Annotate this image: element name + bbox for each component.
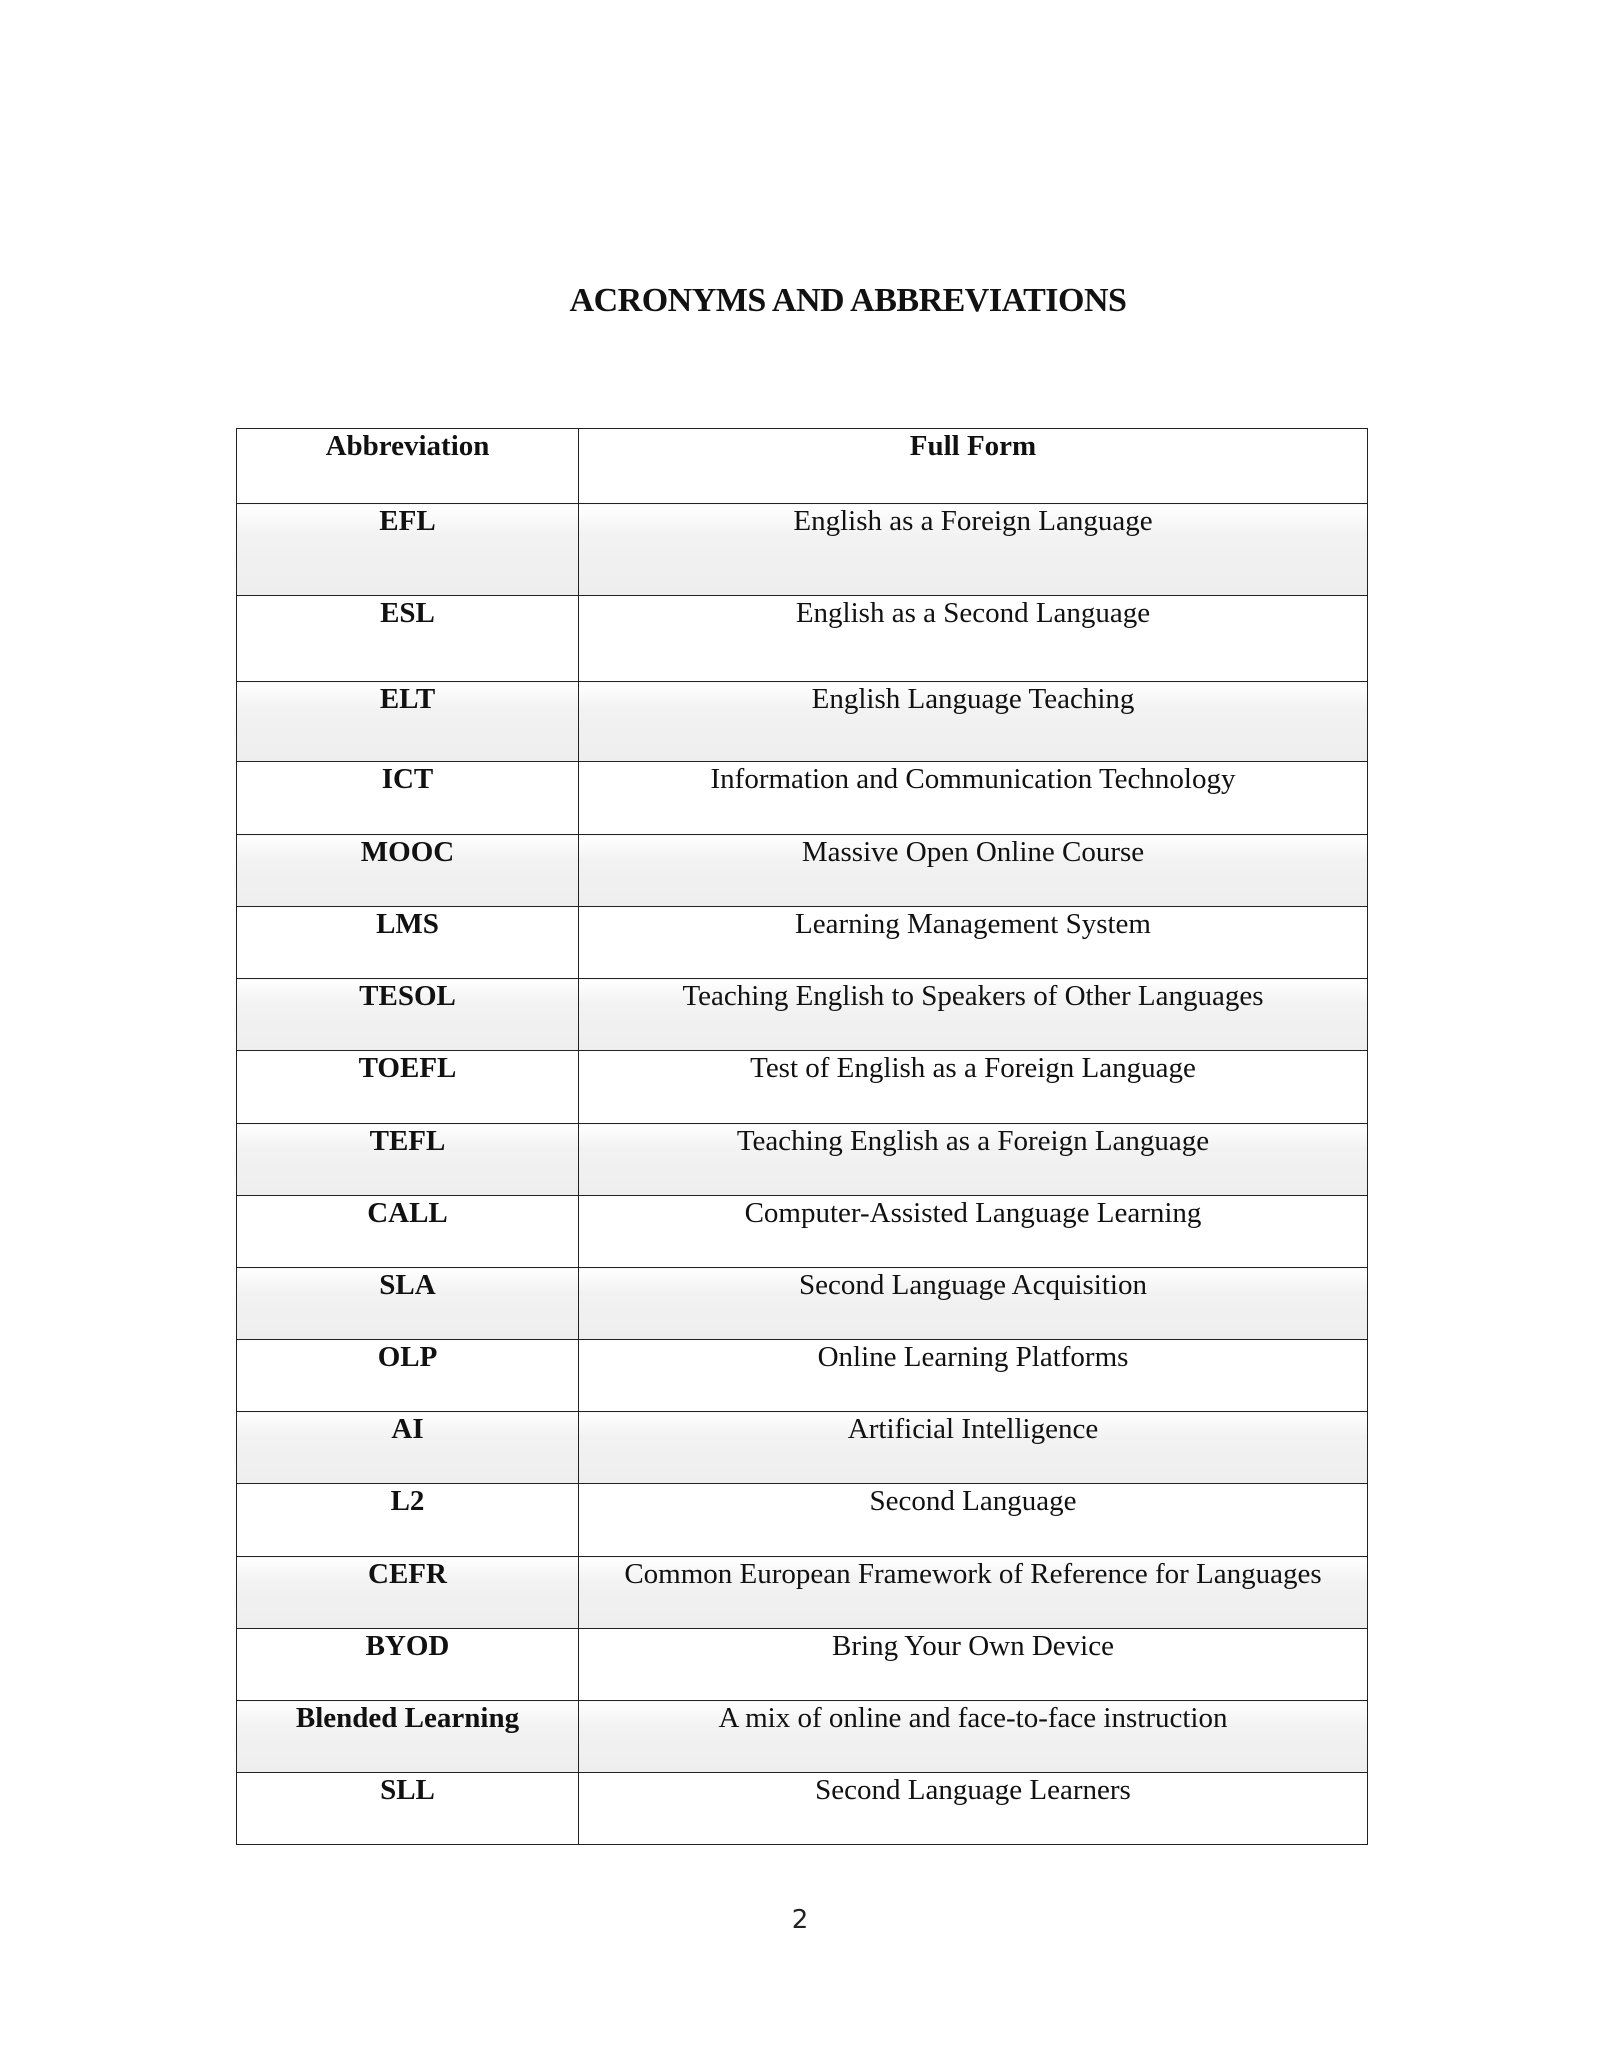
abbreviation-cell: AI <box>237 1412 579 1484</box>
table-row <box>237 596 1368 682</box>
full-form-cell: Second Language <box>579 1484 1368 1557</box>
full-form-cell: English Language Teaching <box>579 682 1368 762</box>
table-row <box>237 979 1368 1051</box>
full-form-cell: Common European Framework of Reference for Languages <box>579 1557 1368 1629</box>
abbreviation-cell: Blended Learning <box>237 1701 579 1773</box>
table-row <box>237 1629 1368 1701</box>
full-form-cell: Second Language Acquisition <box>579 1268 1368 1340</box>
acronyms-table-container <box>236 428 1367 1845</box>
abbreviation-cell: EFL <box>237 504 579 596</box>
table-row <box>237 504 1368 596</box>
abbreviation-cell: TOEFL <box>237 1051 579 1124</box>
abbreviation-cell: ICT <box>237 762 579 835</box>
abbreviation-cell: BYOD <box>237 1629 579 1701</box>
full-form-cell: Test of English as a Foreign Language <box>579 1051 1368 1124</box>
table-row <box>237 1196 1368 1268</box>
table-row <box>237 682 1368 762</box>
full-form-cell: Teaching English as a Foreign Language <box>579 1124 1368 1196</box>
abbreviation-cell: L2 <box>237 1484 579 1557</box>
abbreviation-cell: TESOL <box>237 979 579 1051</box>
full-form-cell: Teaching English to Speakers of Other Languages <box>579 979 1368 1051</box>
full-form-cell: Bring Your Own Device <box>579 1629 1368 1701</box>
table-row <box>237 1557 1368 1629</box>
table-header-row <box>237 429 1368 504</box>
abbreviation-cell: MOOC <box>237 835 579 907</box>
full-form-cell: A mix of online and face-to-face instruction <box>579 1701 1368 1773</box>
abbreviation-cell: CEFR <box>237 1557 579 1629</box>
table-row <box>237 1340 1368 1412</box>
full-form-cell: Online Learning Platforms <box>579 1340 1368 1412</box>
table-row <box>237 907 1368 979</box>
full-form-cell: English as a Foreign Language <box>579 504 1368 596</box>
full-form-cell: Second Language Learners <box>579 1773 1368 1845</box>
abbreviation-cell: ELT <box>237 682 579 762</box>
table-row <box>237 1484 1368 1557</box>
table-row <box>237 1051 1368 1124</box>
page-number: 2 <box>791 1905 809 1935</box>
table-row <box>237 762 1368 835</box>
full-form-cell: English as a Second Language <box>579 596 1368 682</box>
abbreviation-cell: LMS <box>237 907 579 979</box>
column-header-abbreviation: Abbreviation <box>237 429 579 504</box>
full-form-cell: Information and Communication Technology <box>579 762 1368 835</box>
full-form-cell: Learning Management System <box>579 907 1368 979</box>
table-row <box>237 1124 1368 1196</box>
table-row <box>237 835 1368 907</box>
full-form-cell: Computer-Assisted Language Learning <box>579 1196 1368 1268</box>
full-form-cell: Massive Open Online Course <box>579 835 1368 907</box>
abbreviation-cell: SLL <box>237 1773 579 1845</box>
abbreviation-cell: SLA <box>237 1268 579 1340</box>
column-header-full-form: Full Form <box>579 429 1368 504</box>
abbreviation-cell: TEFL <box>237 1124 579 1196</box>
table-row <box>237 1701 1368 1773</box>
page-title: ACRONYMS AND ABBREVIATIONS <box>569 282 1127 319</box>
table-row <box>237 1773 1368 1845</box>
abbreviation-cell: CALL <box>237 1196 579 1268</box>
abbreviation-cell: ESL <box>237 596 579 682</box>
full-form-cell: Artificial Intelligence <box>579 1412 1368 1484</box>
table-row <box>237 1268 1368 1340</box>
acronyms-table <box>236 428 1368 1845</box>
table-row <box>237 1412 1368 1484</box>
abbreviation-cell: OLP <box>237 1340 579 1412</box>
